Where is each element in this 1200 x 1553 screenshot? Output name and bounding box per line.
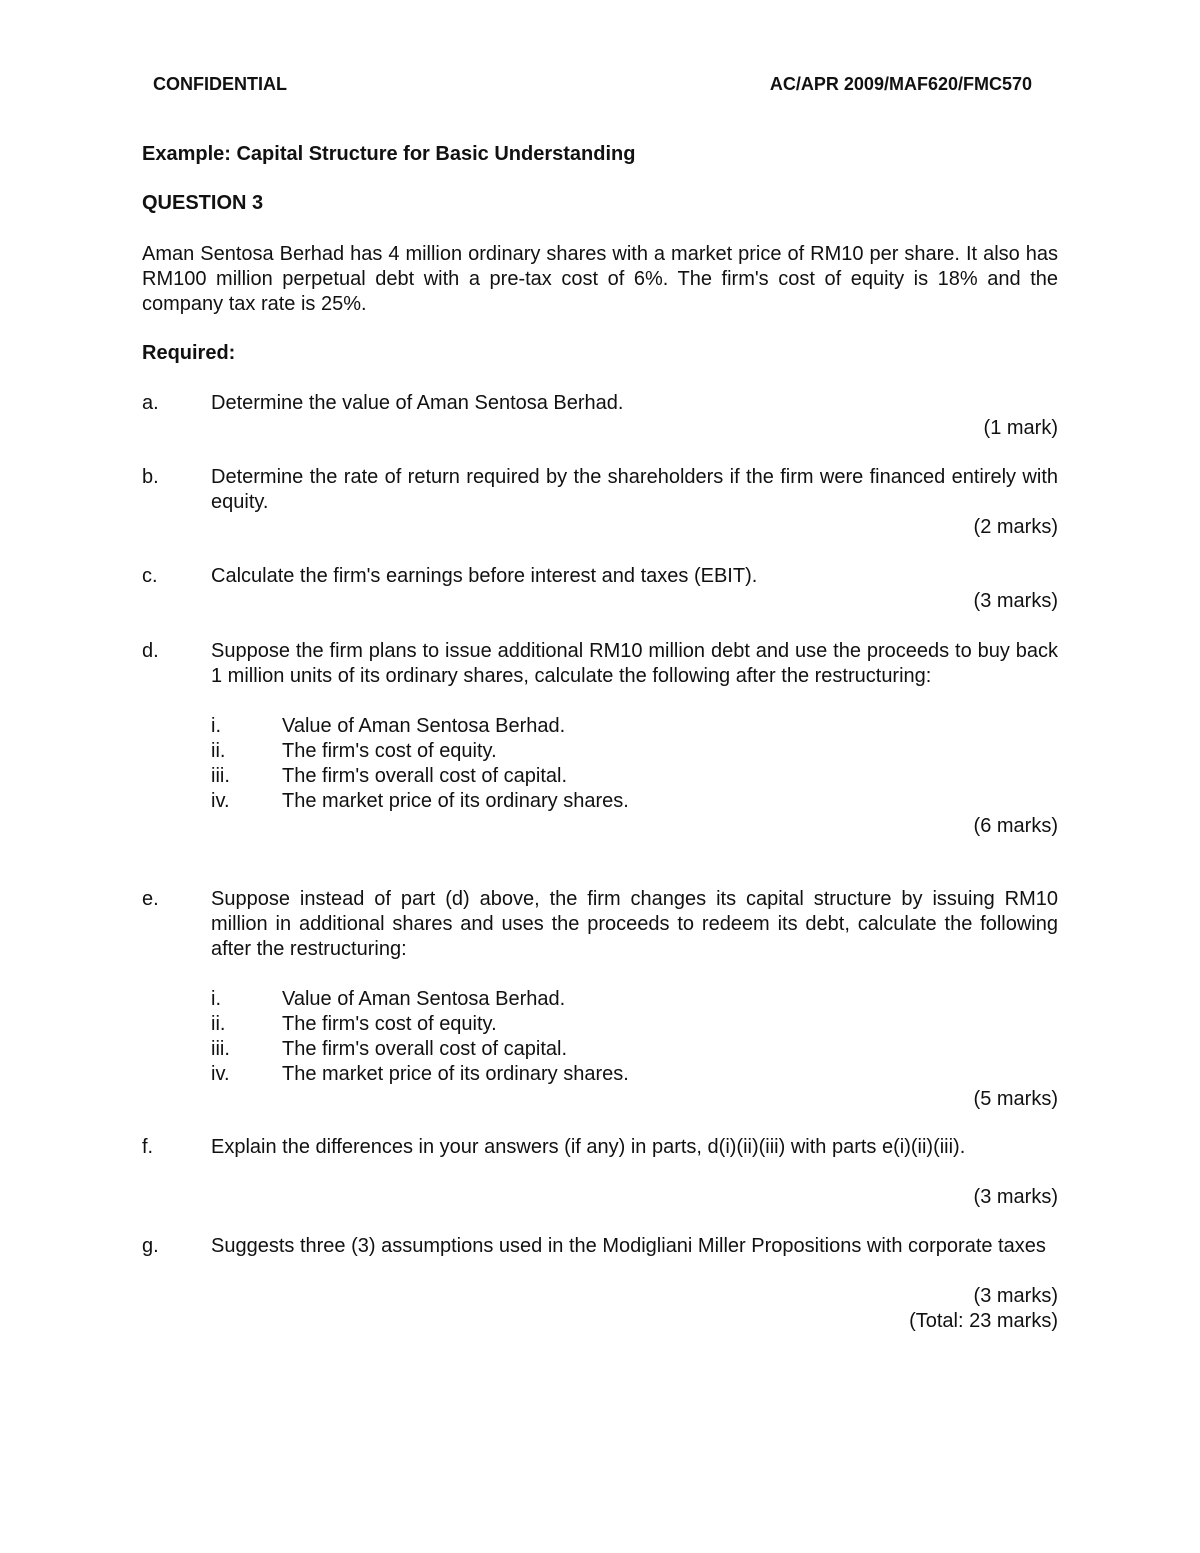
sub-item-label: iii.	[211, 765, 230, 787]
total-marks: (Total: 23 marks)	[909, 1310, 1058, 1332]
item-label: f.	[142, 1136, 154, 1158]
item-text: Explain the differences in your answers (if any) in parts, d(i)(ii)(iii) with parts e(i)(ii)(iii).	[211, 1136, 966, 1158]
item-text: Suggests three (3) assumptions used in the Modigliani Miller Propositions with corporate taxes	[211, 1235, 1046, 1257]
item-text: Calculate the firm's earnings before interest and taxes (EBIT).	[211, 565, 758, 587]
question-intro: Aman Sentosa Berhad has 4 million ordinary shares with a market price of RM10 per share. It also has RM100 million perpetual debt with a pre-tax cost of 6%. The firm's cost of equity is 18% and the company tax rate is 25%.	[142, 243, 1058, 315]
question-item-d	[142, 639, 1058, 839]
sub-item-label: ii.	[211, 740, 226, 762]
sub-item-label: iv.	[211, 1063, 230, 1085]
sub-item	[211, 1012, 1058, 1037]
sub-item-text: The firm's cost of equity.	[282, 1013, 497, 1035]
question-item-c	[142, 564, 1058, 614]
header-confidential: CONFIDENTIAL	[153, 74, 287, 94]
item-marks: (5 marks)	[973, 1088, 1058, 1110]
question-heading: QUESTION 3	[142, 192, 264, 214]
header-course-code: AC/APR 2009/MAF620/FMC570	[769, 74, 1032, 94]
question-item-f	[142, 1135, 1058, 1210]
sub-item-text: Value of Aman Sentosa Berhad.	[282, 715, 566, 737]
item-text: Suppose the firm plans to issue additional RM10 million debt and use the proceeds to buy back 1 million units of its ordinary shares, calculate the following after the restructuring:	[211, 640, 1058, 687]
item-marks: (3 marks)	[973, 1186, 1058, 1208]
item-label: g.	[142, 1235, 159, 1257]
sub-item-label: ii.	[211, 1013, 226, 1035]
item-marks: (3 marks)	[973, 590, 1058, 612]
item-marks: (1 mark)	[983, 417, 1058, 439]
page-title: Example: Capital Structure for Basic Understanding	[142, 143, 636, 165]
item-text: Determine the value of Aman Sentosa Berhad.	[211, 392, 624, 414]
item-label: c.	[142, 565, 158, 587]
item-label: a.	[142, 392, 159, 414]
required-heading: Required:	[142, 342, 236, 364]
sub-item-text: The firm's overall cost of capital.	[282, 765, 568, 787]
question-item-a	[142, 391, 1058, 441]
sub-item	[211, 714, 1058, 739]
question-item-e	[142, 887, 1058, 1112]
item-label: b.	[142, 466, 159, 488]
sub-item	[211, 1037, 1058, 1062]
sub-item-label: i.	[211, 715, 221, 737]
item-text: Suppose instead of part (d) above, the firm changes its capital structure by issuing RM10 million in additional shares and uses the proceeds to redeem its debt, calculate the following after the restructuring:	[211, 888, 1058, 960]
item-marks: (2 marks)	[973, 516, 1058, 538]
sub-item-text: The market price of its ordinary shares.	[282, 1063, 629, 1085]
sub-item-label: i.	[211, 988, 221, 1010]
sub-item	[211, 764, 1058, 789]
sub-item-text: The market price of its ordinary shares.	[282, 790, 629, 812]
question-item-g	[142, 1234, 1058, 1334]
sub-item-text: The firm's cost of equity.	[282, 740, 497, 762]
item-marks: (6 marks)	[973, 815, 1058, 837]
sub-item	[211, 739, 1058, 764]
item-text: Determine the rate of return required by the shareholders if the firm were financed entirely with equity.	[211, 466, 1058, 513]
sub-item-text: Value of Aman Sentosa Berhad.	[282, 988, 566, 1010]
sub-item-text: The firm's overall cost of capital.	[282, 1038, 568, 1060]
sub-item	[211, 1062, 1058, 1087]
question-item-b	[142, 465, 1058, 540]
item-label: e.	[142, 888, 159, 910]
sub-item	[211, 789, 1058, 814]
sub-item	[211, 987, 1058, 1012]
item-label: d.	[142, 640, 159, 662]
sub-item-label: iii.	[211, 1038, 230, 1060]
item-marks: (3 marks)	[973, 1285, 1058, 1307]
sub-item-label: iv.	[211, 790, 230, 812]
